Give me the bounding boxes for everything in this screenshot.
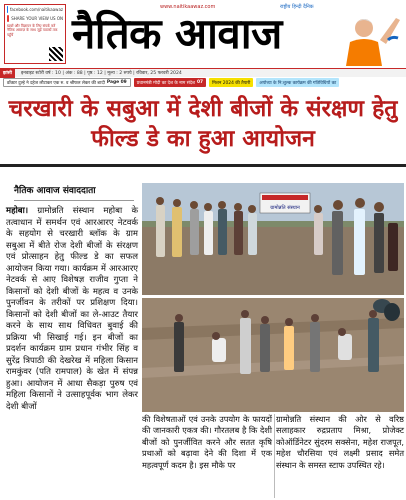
byline-divider — [14, 200, 134, 201]
social-blurb: खबरें और विज्ञापन के लिए संपर्क करें नैतिक आवाज़ के साथ जुड़ें पाठकों तक पहुँचें — [7, 24, 58, 37]
portrait-figure — [340, 10, 402, 66]
teaser-item[interactable]: मिशन 2024 की तैयारी — [209, 78, 253, 87]
article-headline: चरखारी के सबुआ में देशी बीजों के संरक्षण हेतु फील्ड डे का हुआ आयोजन — [8, 96, 398, 152]
article-column-3: ग्रामोन्नति संस्थान की ओर से वरिष्ठ सलाहकार रुद्रप्रताप मिश्रा, प्रोजेक्ट कोऑर्डिनेटर सुंदरम सक्सेना, महेश राजपूत, महेश चौरसिया एवं लक्ष्मी प्रसाद समेत संस्थान के समस्त स्टाफ उपस्थित रहे। — [276, 414, 404, 470]
dateline-bar — [0, 68, 406, 77]
dateline-place: महोबा। — [6, 206, 29, 216]
tagline: राष्ट्रीय हिन्दी दैनिक — [280, 4, 314, 10]
headline-divider — [0, 164, 406, 167]
teaser-bar — [0, 77, 406, 88]
teaser-item[interactable]: अयोध्या के नि:शुल्क कार्यक्रम की गतिविधियों का — [256, 78, 339, 87]
column-divider — [274, 414, 275, 498]
edition-label: झांसी — [0, 69, 15, 78]
newspaper-logo: नैतिक आवाज — [72, 9, 282, 58]
qr-code-icon — [49, 47, 63, 61]
banner-text: ग्रामोन्नति संस्थान — [270, 205, 300, 211]
masthead — [0, 0, 406, 68]
youtube-icon[interactable] — [7, 15, 9, 22]
social-box — [4, 4, 66, 64]
dateline-text: इनवाइट स्टोरी वर्ष : 10 | अंक : 88 | पृष्ठ : 12 | मूल्य : 2 रुपये | रविवार, 25 फरवरी 2024 — [20, 71, 182, 76]
teaser-item[interactable]: प्रधानमंत्री मोदी का देश के नाम संदेश 07 — [134, 78, 206, 87]
site-url[interactable]: www.naitikaawaz.com — [160, 4, 216, 10]
byline: नैतिक आवाज संवाददाता — [14, 186, 96, 196]
article-column-2: की विशेषताओं एवं उनके उपयोग के फायदों की जानकारी एकत्र की। गौरतलब है कि देशी बीजों को पुनर्जीवित करने और सतत कृषि प्रथाओं को बढ़ावा देने की दिशा में एक महत्वपूर्ण कदम है। इस मौके पर — [142, 414, 272, 470]
teaser-item[interactable]: डॉक्टर दुल्हे ने दहेज लौटाकर एक रु. व श्रीफल लेकर की शादी Page 09 — [3, 78, 131, 87]
facebook-icon[interactable] — [7, 6, 8, 13]
article-column-1 — [6, 206, 138, 413]
event-photo-field — [142, 298, 404, 412]
article-text: ग्रामोन्नति संस्थान महोबा के तत्वाधान में समर्थन एवं आरआरए नेटवर्क के सहयोग से चरखारी ब्लॉक के ग्राम सबुआ में बीते रोज देशी बीजों के संरक्षण एवं प्रोत्साहन हेतु फील्ड डे का सफल आयोजन किया गया। कार्यक्रम में आरआरए नेटवर्क से आए विशेषज्ञ राजीव गुप्ता ने किसानों को देशी बीजों के महत्व व उनके पुनर्जीवन के तरीकों पर प्रशिक्षण दिया। किसानों को देशी बीजों का ले-आउट तैयार करने के साथ साथ विधिवत बुवाई की प्रक्रिया भी सिखाई गई। इन बीजों का प्रदर्शन कार्यक्रम ग्राम प्रधान गंभीर सिंह व सुरेंद्र त्रिपाठी की देखरेख में महिला किसान रामकुंवर (पति रामपाल) के खेत में संपन्न हुआ। आयोजन में आधा सैकड़ा पुरुष एवं महिला किसानों ने उत्साहपूर्वक भाग लेकर देशी बीजों — [6, 206, 138, 412]
youtube-label: SHARE YOUR VIEW US ON — [11, 16, 63, 21]
facebook-label: facebook.com/naitikaawaz — [9, 7, 63, 12]
event-photo-group — [142, 183, 404, 295]
article — [0, 88, 406, 500]
